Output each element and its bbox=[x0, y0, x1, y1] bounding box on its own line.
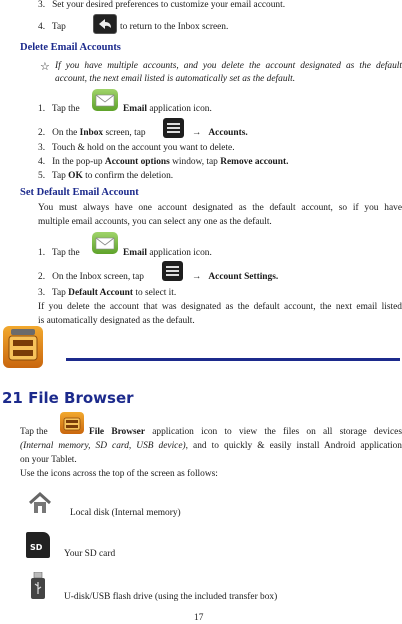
step-number: 5. bbox=[38, 171, 46, 181]
step-bold: Email bbox=[123, 104, 147, 114]
outro-line-1: If you delete the account that was designated as the default account, the next email listed bbox=[38, 302, 402, 312]
step-pre: Tap the bbox=[51, 104, 80, 114]
fb-app-name: File Browser bbox=[89, 427, 145, 437]
step-mid: window, tap bbox=[172, 157, 218, 167]
sd-card-icon bbox=[26, 532, 50, 558]
step-post: to select it. bbox=[135, 288, 177, 298]
step-bold: Account options bbox=[104, 157, 170, 167]
fb-line-1-pre: Tap the bbox=[20, 427, 48, 437]
step-bold: OK bbox=[68, 171, 83, 181]
back-icon bbox=[93, 14, 117, 34]
step-post: . bbox=[275, 272, 279, 282]
email-app-icon bbox=[92, 89, 118, 111]
step-bold: Default Account bbox=[68, 288, 134, 298]
fb-devices: (Internal memory, SD card, USB device) bbox=[20, 441, 186, 451]
step-pre: On the bbox=[52, 128, 78, 138]
step-post: to confirm the deletion. bbox=[85, 171, 174, 181]
icon-label-local-disk: Local disk (Internal memory) bbox=[70, 508, 181, 518]
fb-line-2 bbox=[20, 441, 402, 451]
step-number: 4. bbox=[38, 157, 46, 167]
step-number: 4. bbox=[38, 22, 46, 32]
delete-step-4 bbox=[38, 157, 288, 167]
delete-step-2-tail bbox=[192, 128, 248, 138]
delete-step-1 bbox=[38, 104, 80, 114]
step-number: 2. bbox=[38, 128, 46, 138]
note-line-1: If you have multiple accounts, and you delete the account designated as the default bbox=[55, 61, 402, 71]
step-post: . bbox=[245, 128, 248, 138]
fb-line-1 bbox=[89, 427, 402, 437]
arrow-icon: → bbox=[192, 272, 202, 282]
step-bold: Remove account bbox=[220, 157, 287, 167]
default-step-2-tail bbox=[192, 272, 278, 282]
chapter-heading: 21 File Browser bbox=[2, 389, 134, 407]
intro-line-2: multiple email accounts, you can select any one as the default. bbox=[38, 217, 272, 227]
step-bold: Inbox bbox=[79, 128, 104, 138]
section-title-default: Set Default Email Account bbox=[20, 187, 139, 198]
step-number: 3. bbox=[38, 0, 46, 10]
intro-line-1: You must always have one account designated as the default account, so if you have bbox=[38, 203, 402, 213]
step-pre: On the Inbox screen, tap bbox=[52, 272, 144, 282]
step-text: Touch & hold on the account you want to delete. bbox=[51, 143, 235, 153]
step-post: . bbox=[286, 157, 289, 167]
step-number: 1. bbox=[38, 248, 46, 258]
step-pre: Tap bbox=[51, 171, 66, 181]
step-pre: In the pop-up bbox=[52, 157, 103, 167]
default-step-3 bbox=[38, 288, 176, 298]
menu-icon bbox=[162, 261, 183, 281]
fb-line-3: on your Tablet. bbox=[20, 455, 77, 465]
outro-line-2: is automatically designated as the default. bbox=[38, 316, 195, 326]
step-number: 2. bbox=[38, 272, 46, 282]
arrow-icon: → bbox=[192, 128, 202, 138]
note-line-2: account, the next email listed is automatically set as the default. bbox=[55, 74, 296, 84]
step-bold: Account Settings bbox=[208, 272, 276, 282]
page-number: 17 bbox=[194, 613, 204, 623]
fb-line-2-post: , and to quickly & easily install Android application bbox=[185, 441, 402, 451]
step-number: 3. bbox=[38, 143, 46, 153]
delete-step-1-tail bbox=[123, 104, 212, 114]
step-pre: Tap bbox=[51, 22, 66, 32]
step-bold: Accounts bbox=[208, 128, 246, 138]
step-post: to return to the Inbox screen. bbox=[120, 22, 229, 32]
step-number: 3. bbox=[38, 288, 46, 298]
file-browser-icon bbox=[3, 326, 43, 368]
home-icon bbox=[27, 490, 53, 516]
default-step-1-tail bbox=[123, 248, 212, 258]
email-app-icon bbox=[92, 232, 118, 254]
chapter-rule bbox=[66, 358, 400, 361]
icon-label-usb: U-disk/USB flash drive (using the included transfer box) bbox=[64, 592, 278, 602]
sd-badge: SD bbox=[30, 543, 43, 552]
default-step-1 bbox=[38, 248, 80, 258]
default-step-2 bbox=[38, 272, 144, 282]
step-text: Set your desired preferences to customize your email account. bbox=[52, 0, 286, 10]
delete-step-3 bbox=[38, 143, 235, 153]
file-browser-small-icon bbox=[60, 412, 84, 434]
fb-line-1-post: application icon to view the files on all storage devices bbox=[152, 427, 402, 437]
menu-icon bbox=[163, 118, 184, 138]
icon-label-sd-card: Your SD card bbox=[64, 549, 116, 559]
step-mid: screen, tap bbox=[105, 128, 146, 138]
step-pre: Tap bbox=[51, 288, 66, 298]
step-number: 1. bbox=[38, 104, 46, 114]
delete-step-5 bbox=[38, 171, 173, 181]
fb-line-4: Use the icons across the top of the screen as follows: bbox=[20, 469, 218, 479]
step-post: application icon. bbox=[149, 104, 212, 114]
usb-icon bbox=[30, 572, 46, 600]
step-post: application icon. bbox=[149, 248, 212, 258]
delete-step-2 bbox=[38, 128, 146, 138]
step-bold: Email bbox=[123, 248, 147, 258]
step-4-top bbox=[38, 22, 66, 32]
step-pre: Tap the bbox=[51, 248, 80, 258]
step-3-top bbox=[38, 0, 285, 10]
section-title-delete: Delete Email Accounts bbox=[20, 42, 121, 53]
star-icon: ☆ bbox=[40, 61, 50, 73]
